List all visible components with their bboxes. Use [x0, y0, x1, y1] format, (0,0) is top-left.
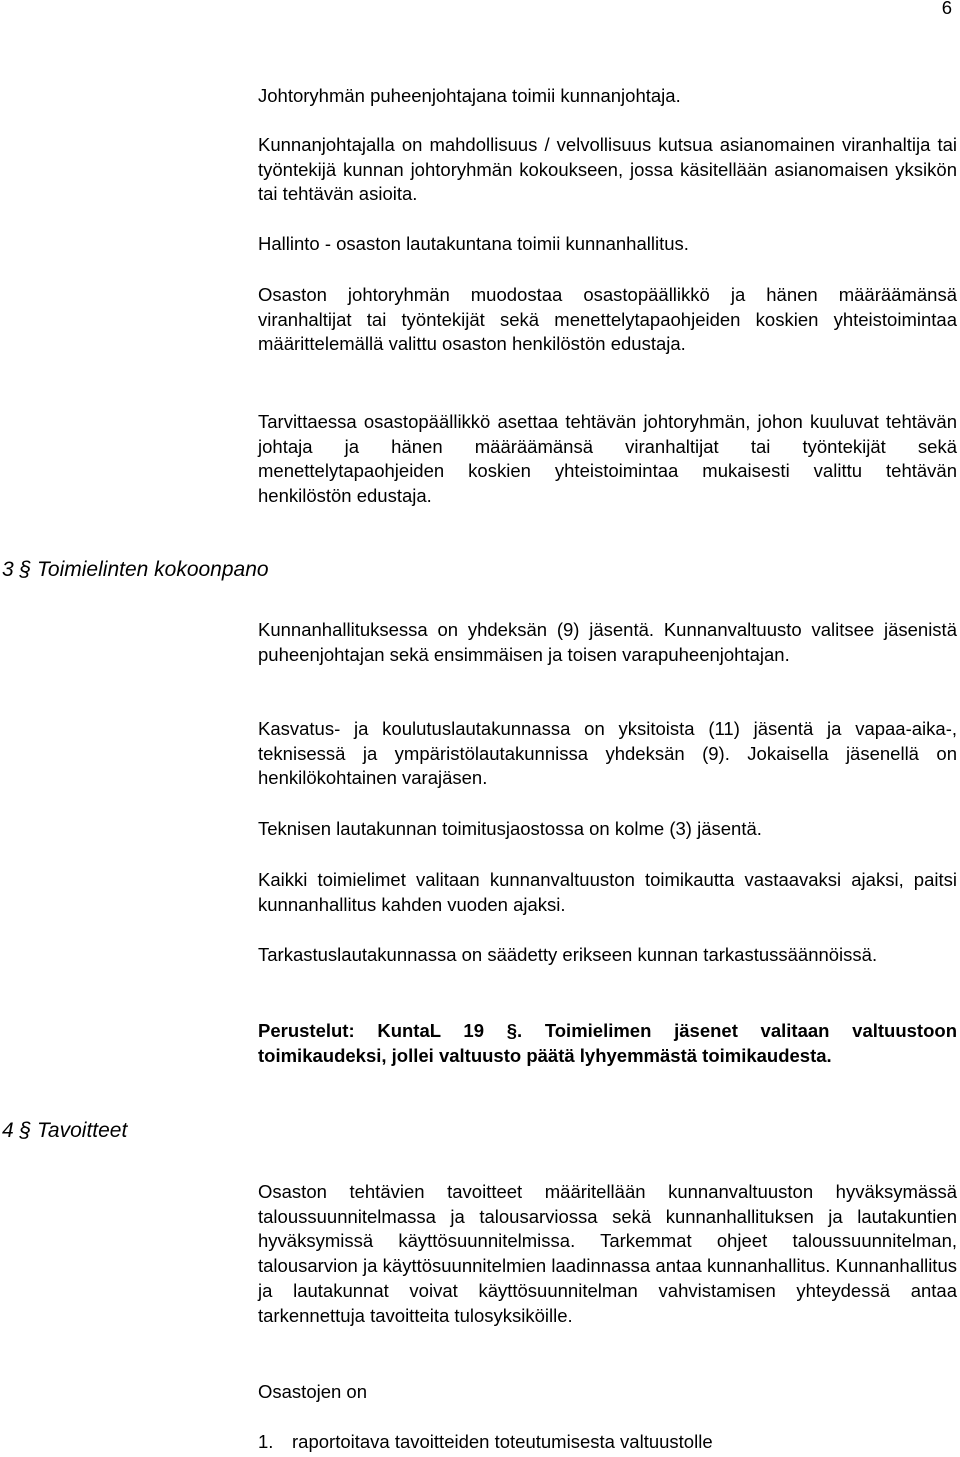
paragraph-subcommittee — [258, 817, 957, 842]
paragraph-committee-members — [258, 717, 957, 791]
paragraph-text: Kunnanjohtajalla on mahdollisuus / velvollisuus kutsua asianomainen viranhaltija tai työntekijä kunnan johtoryhmän kokoukseen, jossa käsitellään asianomaisen yksikön tai tehtävän asioita. — [258, 134, 957, 205]
paragraph-term — [258, 868, 957, 917]
paragraph-chair — [258, 84, 957, 109]
paragraph-text: Tarvittaessa osastopäällikkö asettaa tehtävän johtoryhmän, johon kuuluvat tehtävän johtaja ja hänen määräämänsä viranhaltijat tai työntekijät sekä menettelytapaohjeiden koskien yhteistoimintaa mukaisesti valittu tehtävän henkilöstön edustaja. — [258, 411, 957, 507]
paragraph-task-group — [258, 410, 957, 509]
section-heading-3: 3 § Toimielinten kokoonpano — [2, 558, 269, 581]
paragraph-text: Kaikki toimielimet valitaan kunnanvaltuuston toimikautta vastaavaksi ajaksi, paitsi kunnanhallitus kahden vuoden ajaksi. — [258, 869, 957, 915]
paragraph-audit-committee — [258, 943, 957, 968]
paragraph-text: Tarkastuslautakunnassa on säädetty erikseen kunnan tarkastussäännöissä. — [258, 944, 878, 965]
paragraph-text: Osastojen on — [258, 1381, 368, 1402]
paragraph-text: Johtoryhmän puheenjohtajana toimii kunnanjohtaja. — [258, 85, 681, 106]
page-number: 6 — [941, 0, 952, 18]
paragraph-text: Perustelut: KuntaL 19 §. Toimielimen jäsenet valitaan valtuustoon toimikaudeksi, jollei valtuusto päätä lyhyemmästä toimikaudesta. — [258, 1020, 957, 1066]
paragraph-board-members — [258, 618, 957, 667]
list-item — [258, 1430, 957, 1455]
paragraph-text: Teknisen lautakunnan toimitusjaostossa on kolme (3) jäsentä. — [258, 818, 762, 839]
paragraph-text: Kunnanhallituksessa on yhdeksän (9) jäsentä. Kunnanvaltuusto valitsee jäsenistä puheenjohtajan sekä ensimmäisen ja toisen varapuheenjohtajan. — [258, 619, 957, 665]
list-item-number: 1. — [258, 1431, 274, 1452]
paragraph-departments-must — [258, 1380, 957, 1405]
numbered-list — [258, 1430, 957, 1455]
paragraph-text: Kasvatus- ja koulutuslautakunnassa on yksitoista (11) jäsentä ja vapaa-aika-, teknisessä ja ympäristölautakunnissa yhdeksän (9). Jokaisella jäsenellä on henkilökohtainen varajäsen. — [258, 718, 957, 789]
paragraph-justification — [258, 1019, 957, 1068]
paragraph-text: Osaston johtoryhmän muodostaa osastopäällikkö ja hänen määräämänsä viranhaltijat tai työntekijät sekä menettelytapaohjeiden koskien yhteistoimintaa määrittelemällä valittu osaston henkilöstön edustaja. — [258, 284, 957, 355]
list-item-text: raportoitava tavoitteiden toteutumisesta valtuustolle — [292, 1431, 713, 1452]
section-heading-4: 4 § Tavoitteet — [2, 1119, 128, 1142]
paragraph-department-group — [258, 283, 957, 357]
paragraph-text: Hallinto - osaston lautakuntana toimii kunnanhallitus. — [258, 233, 689, 254]
paragraph-text: Osaston tehtävien tavoitteet määritellään kunnanvaltuuston hyväksymässä taloussuunnitelmassa ja talousarviossa sekä kunnanhallituksen ja lautakuntien hyväksymissä käyttösuunnitelmissa. Tarkemmat ohjeet taloussuunnitelman, talousarvion ja käyttösuunnitelmien laadinnassa antaa kunnanhallitus. Kunnanhallitus ja lautakunnat voivat käyttösuunnitelman vahvistamisen yhteydessä antaa tarkennettuja tavoitteita tulosyksiköille. — [258, 1181, 957, 1326]
paragraph-administration — [258, 232, 957, 257]
paragraph-invite — [258, 133, 957, 207]
paragraph-goals — [258, 1180, 957, 1328]
